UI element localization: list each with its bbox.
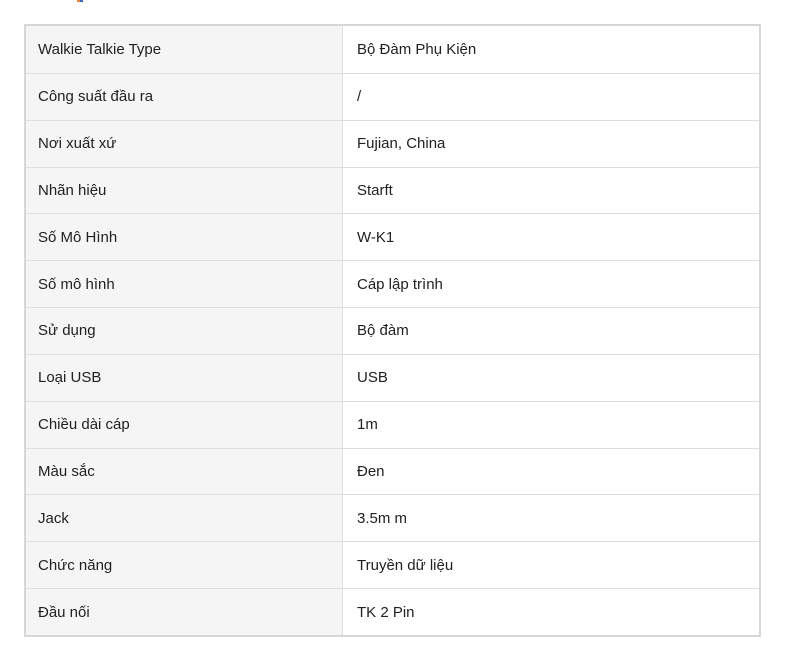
spec-table-row — [26, 260, 759, 307]
spec-table-row — [26, 354, 759, 401]
spec-value-cell: USB — [343, 355, 759, 401]
spec-value-cell: Đen — [343, 449, 759, 495]
spec-label-cell: Loại USB — [26, 355, 343, 401]
spec-label-cell: Sử dụng — [26, 308, 343, 354]
spec-value-cell: Bộ đàm — [343, 308, 759, 354]
product-spec-table — [24, 24, 761, 637]
spec-value-cell: Starft — [343, 168, 759, 214]
spec-table-row — [26, 26, 759, 73]
spec-table-row — [26, 494, 759, 541]
spec-table-row — [26, 73, 759, 120]
spec-value-cell: Bộ Đàm Phụ Kiện — [343, 26, 759, 73]
spec-table-row — [26, 167, 759, 214]
spec-table-row — [26, 588, 759, 635]
spec-value-cell: TK 2 Pin — [343, 589, 759, 635]
spec-label-cell: Chiều dài cáp — [26, 402, 343, 448]
spec-table-row — [26, 307, 759, 354]
spec-label-cell: Số mô hình — [26, 261, 343, 307]
spec-label-cell: Công suất đầu ra — [26, 74, 343, 120]
spec-value-cell: 3.5m m — [343, 495, 759, 541]
spec-label-cell: Walkie Talkie Type — [26, 26, 343, 73]
cutoff-content-fragment — [77, 0, 83, 2]
spec-value-cell: W-K1 — [343, 214, 759, 260]
spec-table-row — [26, 120, 759, 167]
spec-value-cell: Cáp lập trình — [343, 261, 759, 307]
spec-label-cell: Màu sắc — [26, 449, 343, 495]
spec-label-cell: Jack — [26, 495, 343, 541]
spec-table-row — [26, 541, 759, 588]
spec-value-cell: Truyền dữ liệu — [343, 542, 759, 588]
spec-value-cell: Fujian, China — [343, 121, 759, 167]
spec-label-cell: Nơi xuất xứ — [26, 121, 343, 167]
spec-label-cell: Chức năng — [26, 542, 343, 588]
spec-value-cell: 1m — [343, 402, 759, 448]
spec-value-cell: / — [343, 74, 759, 120]
spec-label-cell: Đầu nối — [26, 589, 343, 635]
spec-label-cell: Số Mô Hình — [26, 214, 343, 260]
spec-label-cell: Nhãn hiệu — [26, 168, 343, 214]
spec-table-row — [26, 448, 759, 495]
spec-table-row — [26, 213, 759, 260]
spec-table-row — [26, 401, 759, 448]
